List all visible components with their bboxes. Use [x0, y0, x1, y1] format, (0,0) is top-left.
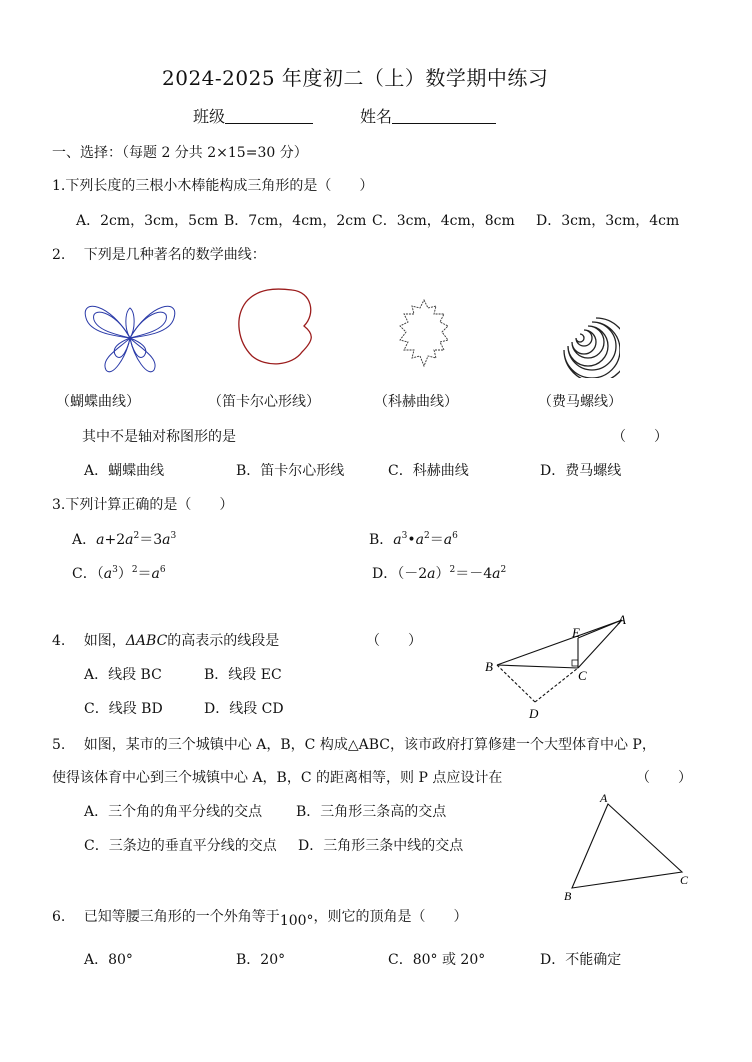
- name-field: [360, 104, 496, 127]
- q3-option-b[interactable]: B．$a^3•a^2=a^6$: [369, 531, 458, 548]
- q1-option-b[interactable]: B．7cm，4cm，2cm: [224, 213, 367, 229]
- q6-angle: 100°: [279, 913, 314, 929]
- q4-stem-pre: 4. 如图，: [52, 633, 126, 649]
- q4-label-c: C: [578, 668, 587, 683]
- q5-option-d[interactable]: D．三角形三条中线的交点: [298, 838, 464, 854]
- q5-triangle-figure: [560, 790, 700, 902]
- page-title: 2024-2025 年度初二（上）数学期中练习: [162, 66, 549, 90]
- q5-option-c[interactable]: C．三条边的垂直平分线的交点: [84, 838, 277, 854]
- q4-label-b: B: [485, 659, 493, 674]
- q2-stem: 2. 下列是几种著名的数学曲线：: [52, 247, 266, 263]
- q4-triangle-name: ΔABC: [125, 633, 168, 649]
- q4-option-b[interactable]: B．线段 EC: [204, 667, 282, 683]
- q5-paren: （ ）: [636, 770, 692, 786]
- q2-sub: 其中不是轴对称图形的是: [82, 429, 236, 445]
- q1-option-a[interactable]: A．2cm，3cm，5cm: [76, 213, 219, 229]
- q5-line1: 5. 如图，某市的三个城镇中心 A，B，C 构成△ABC，该市政府打算修建一个大型体育中心 P，: [52, 737, 656, 753]
- q4-stem: [52, 630, 279, 650]
- q4-stem-post: 的高表示的线段是: [167, 633, 280, 649]
- q6-option-b[interactable]: B．20°: [236, 952, 286, 968]
- q2-paren: （ ）: [612, 429, 668, 445]
- butterfly-curve-figure: [80, 298, 180, 378]
- caption-butterfly: （蝴蝶曲线）: [56, 394, 140, 410]
- q5-line2: 使得该体育中心到三个城镇中心 A，B，C 的距离相等，则 P 点应设计在: [52, 770, 503, 786]
- q6-option-a[interactable]: A．80°: [84, 952, 133, 968]
- q4-option-d[interactable]: D．线段 CD: [204, 701, 284, 717]
- q3-option-a[interactable]: A．$a+2a^2=3a^3$: [72, 531, 177, 548]
- name-label: 姓名: [360, 107, 393, 126]
- fermat-spiral-figure: [540, 298, 620, 378]
- q6-stem-pre: 6. 已知等腰三角形的一个外角等于: [52, 909, 280, 925]
- q4-label-e: E: [572, 625, 580, 640]
- q5-option-a[interactable]: A．三个角的角平分线的交点: [84, 804, 263, 820]
- q4-option-c[interactable]: C．线段 BD: [84, 701, 163, 717]
- q5-label-a: A: [600, 791, 608, 805]
- q3-option-d[interactable]: D．$(-2a)^2=-4a^2$: [372, 565, 507, 582]
- q3-stem: 3.下列计算正确的是（ ）: [52, 497, 234, 513]
- q4-label-a: A: [618, 612, 626, 627]
- q2-option-d[interactable]: D．费马螺线: [540, 463, 622, 479]
- class-blank[interactable]: [225, 109, 313, 124]
- q5-label-c: C: [680, 873, 689, 887]
- q4-triangle-figure: [480, 610, 630, 725]
- name-blank[interactable]: [392, 109, 496, 124]
- koch-curve-figure: [386, 298, 462, 370]
- caption-koch: （科赫曲线）: [374, 394, 458, 410]
- q1-option-d[interactable]: D．3cm，3cm，4cm: [536, 213, 680, 229]
- q5-label-b: B: [564, 889, 572, 902]
- section-heading: 一、选择：（每题 2 分共 2×15=30 分）: [52, 145, 308, 161]
- caption-spiral: （费马螺线）: [538, 394, 622, 410]
- q6-option-c[interactable]: C．80° 或 20°: [388, 952, 486, 968]
- q6-stem-post: ，则它的顶角是（ ）: [313, 909, 468, 925]
- q2-option-b[interactable]: B．笛卡尔心形线: [236, 463, 345, 479]
- q4-option-a[interactable]: A．线段 BC: [84, 667, 162, 683]
- q4-label-d: D: [529, 706, 539, 721]
- class-label: 班级: [193, 107, 226, 126]
- q6-stem: [52, 906, 468, 929]
- q1-stem: 1.下列长度的三根小木棒能构成三角形的是（ ）: [52, 178, 374, 194]
- cardioid-figure: [236, 284, 316, 368]
- q4-paren: （ ）: [366, 633, 422, 649]
- caption-cardioid: （笛卡尔心形线）: [208, 394, 320, 410]
- q6-option-d[interactable]: D．不能确定: [540, 952, 622, 968]
- q1-option-c[interactable]: C．3cm，4cm，8cm: [372, 213, 515, 229]
- q3-option-c[interactable]: C．$(a^3)^2=a^6$: [72, 565, 166, 582]
- q5-option-b[interactable]: B．三角形三条高的交点: [296, 804, 447, 820]
- q2-option-a[interactable]: A．蝴蝶曲线: [84, 463, 165, 479]
- q2-option-c[interactable]: C．科赫曲线: [388, 463, 469, 479]
- class-field: [193, 104, 313, 127]
